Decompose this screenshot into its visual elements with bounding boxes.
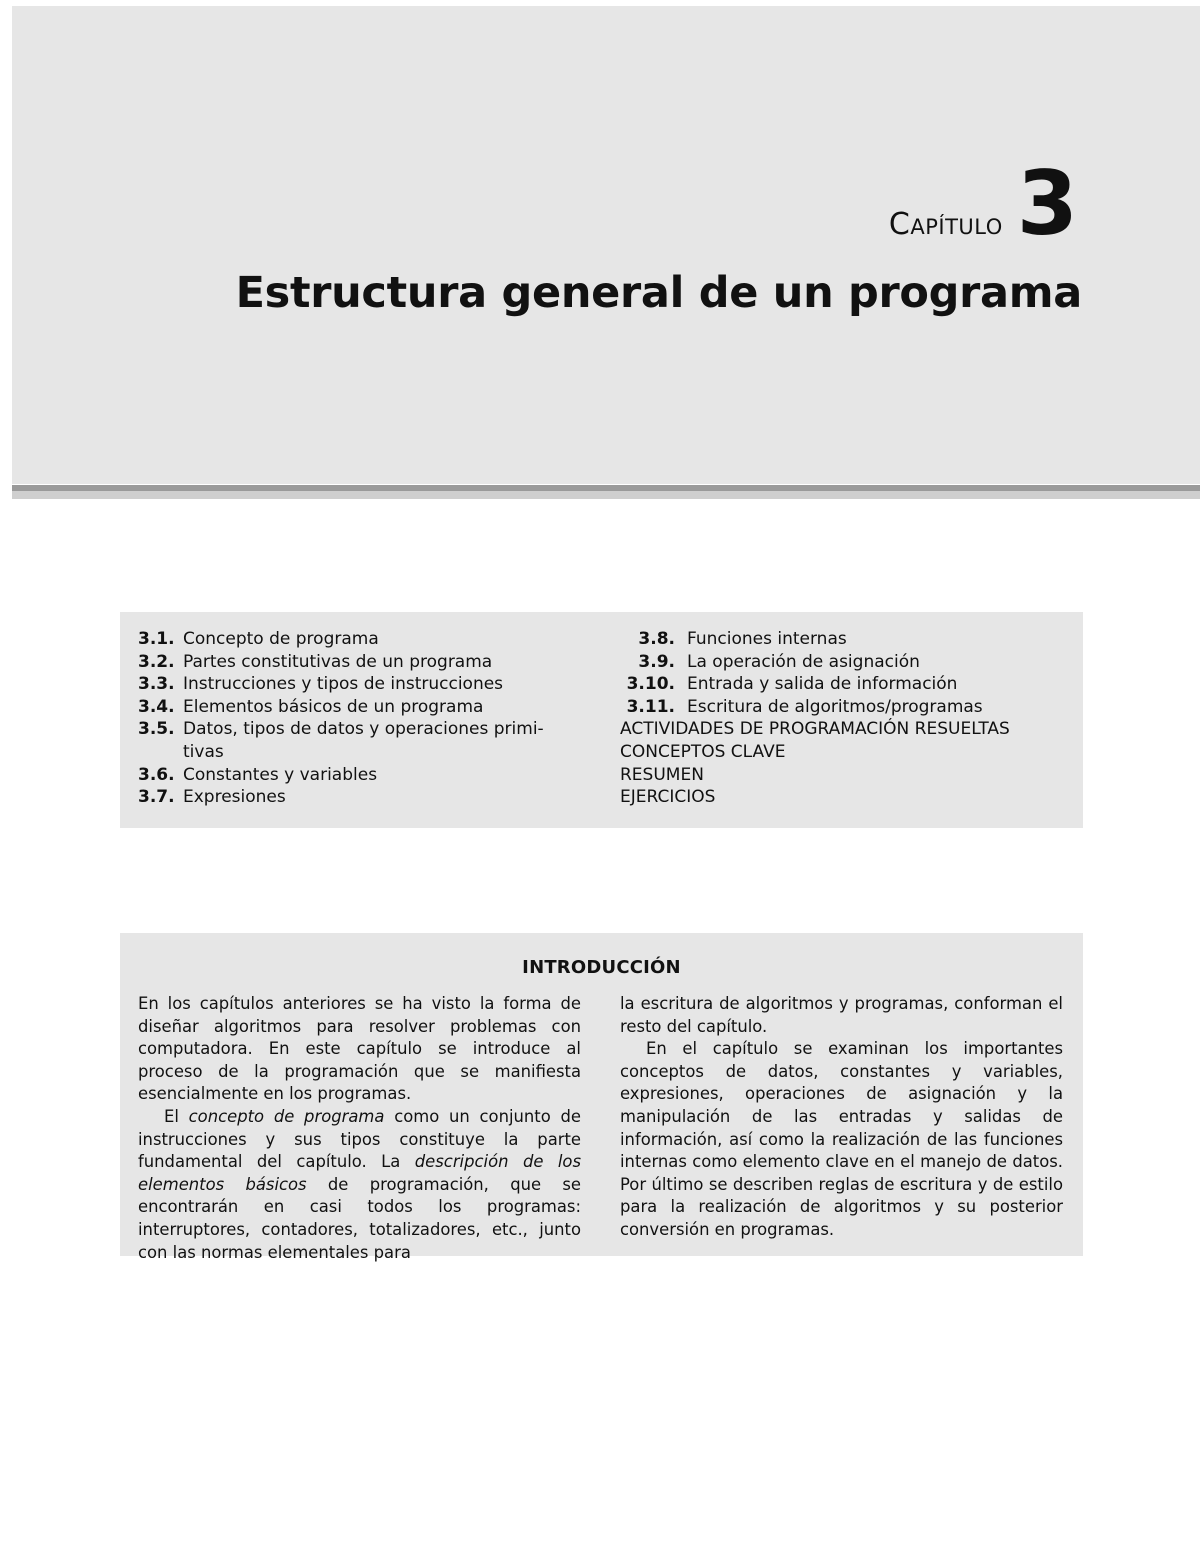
- toc-item: [138, 673, 582, 696]
- toc-item: [620, 651, 1060, 674]
- toc-item-continuation: [138, 741, 582, 764]
- toc-item-number: 3.10.: [626, 674, 675, 695]
- text-run: El: [164, 1106, 189, 1126]
- toc-item-number: 3.11.: [626, 696, 675, 717]
- introduction-paragraph: la escritura de algoritmos y programas, conforman el resto del capítulo.: [620, 994, 1063, 1036]
- toc-item-number: 3.6.: [138, 764, 175, 785]
- toc-item-label: La operación de asignación: [687, 651, 920, 672]
- table-of-contents: [120, 612, 1083, 828]
- toc-item-label: Expresiones: [183, 787, 286, 808]
- toc-item-label: Escritura de algoritmos/programas: [687, 696, 983, 717]
- chapter-label: [888, 152, 1078, 255]
- emphasis-text: concepto de programa: [188, 1106, 385, 1126]
- toc-item-label: Partes constitutivas de un programa: [183, 651, 493, 672]
- toc-item: [620, 673, 1060, 696]
- toc-left-column: [138, 628, 582, 809]
- toc-item-label: Entrada y salida de información: [687, 674, 958, 695]
- toc-section-exercises: EJERCICIOS: [620, 787, 716, 808]
- introduction-box: [120, 933, 1083, 1262]
- toc-item: [138, 628, 582, 651]
- toc-item-label: Funciones internas: [687, 629, 847, 649]
- introduction-heading: INTRODUCCIÓN: [522, 957, 681, 978]
- toc-item-label: Elementos básicos de un programa: [183, 696, 484, 717]
- toc-item-number: 3.1.: [138, 629, 175, 649]
- toc-item: [620, 696, 1060, 719]
- toc-item-label: Instrucciones y tipos de instrucciones: [183, 674, 504, 695]
- chapter-word: Capítulo: [888, 207, 1003, 242]
- introduction-right-column: [620, 993, 1063, 1242]
- emphasis-text: descripción de los elementos básicos: [138, 1152, 581, 1194]
- toc-item: [138, 786, 582, 809]
- toc-item-number: 3.5.: [138, 719, 175, 740]
- text-run: como un conjunto de instrucciones y sus tipos constituye la parte fundamental del capítulo. La: [138, 1106, 581, 1172]
- toc-item-label: Datos, tipos de datos y operaciones primi-: [183, 719, 544, 740]
- toc-section-activities: ACTIVIDADES DE PROGRAMACIÓN RESUELTAS: [620, 719, 1010, 740]
- toc-item-number: 3.2.: [138, 651, 175, 672]
- header-divider-shadow: [12, 491, 1200, 499]
- toc-item-number: 3.4.: [138, 696, 175, 717]
- toc-item-label: Constantes y variables: [183, 764, 378, 785]
- toc-item: [138, 718, 582, 741]
- toc-section-summary: RESUMEN: [620, 764, 704, 785]
- toc-item-label-continuation: tivas: [183, 741, 224, 762]
- toc-item-number: 3.9.: [638, 651, 675, 672]
- toc-item: [138, 696, 582, 719]
- text-run: de programación, que se encontrarán en casi todos los programas: interruptores, contadores, totalizadores, etc., junto con las normas elementales para: [138, 1174, 581, 1262]
- introduction-paragraph: [138, 1106, 581, 1264]
- toc-item-number: 3.8.: [638, 629, 675, 649]
- toc-item: [138, 764, 582, 787]
- toc-right-column: [620, 628, 1060, 809]
- toc-item-label: Concepto de programa: [183, 629, 379, 649]
- toc-item: [620, 628, 1060, 651]
- introduction-left-column: [138, 993, 581, 1264]
- toc-item-number: 3.3.: [138, 674, 175, 695]
- toc-item: [138, 651, 582, 674]
- introduction-paragraph: En el capítulo se examinan los importantes conceptos de datos, constantes y variables, expresiones, operaciones de asignación y la manipulación de las entradas y salidas de información, así como la realización de las funciones internas como elemento clave en el manejo de datos. Por último se describen reglas de escritura y de estilo para la realización de algoritmos y su posterior conversión en programas.: [620, 1039, 1063, 1239]
- introduction-paragraph: En los capítulos anteriores se ha visto la forma de diseñar algoritmos para resolver problemas con computadora. En este capítulo se introduce al proceso de la programación que se manifiesta esencialmente en los programas.: [138, 994, 581, 1104]
- chapter-title: Estructura general de un programa: [235, 268, 1082, 318]
- chapter-number: 3: [1016, 152, 1078, 255]
- toc-section-key-concepts: CONCEPTOS CLAVE: [620, 741, 786, 762]
- toc-item-number: 3.7.: [138, 787, 175, 808]
